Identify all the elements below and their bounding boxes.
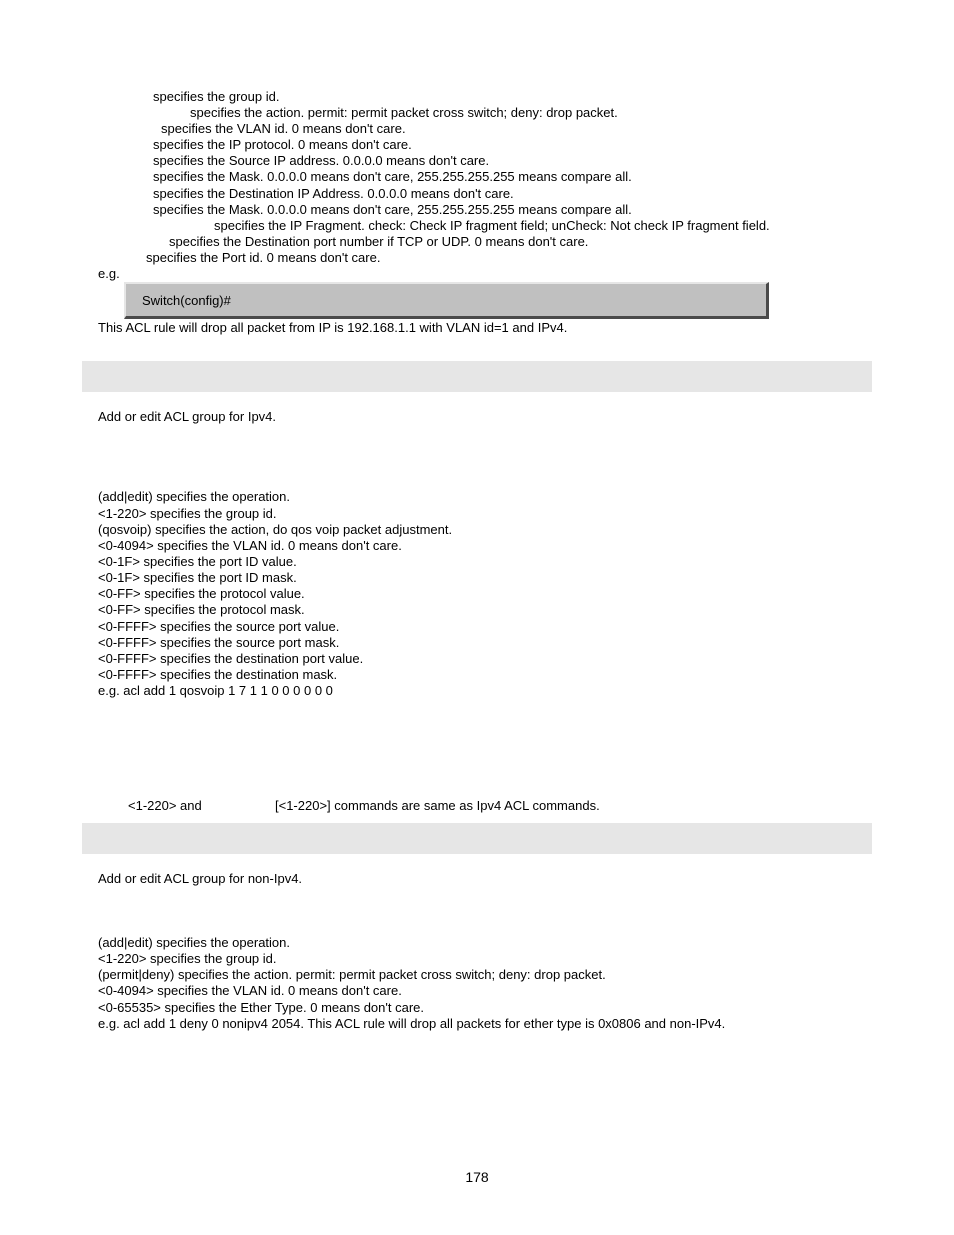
qos-param-src-mask: <0-FFFF> specifies the source port mask.: [98, 635, 340, 650]
qos-section-description: Add or edit ACL group for Ipv4.: [98, 409, 277, 424]
qos-param-src-port: <0-FFFF> specifies the source port value.: [98, 619, 340, 634]
section-header-band: [82, 361, 872, 392]
qos-param-operation: (add|edit) specifies the operation.: [98, 489, 290, 504]
command-prompt: Switch(config)#: [142, 293, 231, 308]
ipv4-rule-explanation: This ACL rule will drop all packet from IP is 192.168.1.1 with VLAN id=1 and IPv4.: [98, 320, 568, 335]
nonipv4-param-group-id: <1-220> specifies the group id.: [98, 951, 277, 966]
qos-note-part1: <1-220> and: [128, 798, 202, 813]
ipv4-param-protocol: specifies the IP protocol. 0 means don't care.: [153, 137, 412, 152]
nonipv4-param-action: (permit|deny) specifies the action. permit: permit packet cross switch; deny: drop packet.: [98, 967, 606, 982]
qos-param-port-mask: <0-1F> specifies the port ID mask.: [98, 570, 297, 585]
qos-param-protocol-mask: <0-FF> specifies the protocol mask.: [98, 602, 305, 617]
qos-note-part2: [<1-220>] commands are same as Ipv4 ACL commands.: [275, 798, 600, 813]
ipv4-param-dest-ip: specifies the Destination IP Address. 0.0.0.0 means don't care.: [153, 186, 514, 201]
ipv4-param-dest-mask: specifies the Mask. 0.0.0.0 means don't care, 255.255.255.255 means compare all.: [153, 202, 632, 217]
ipv4-param-action: specifies the action. permit: permit packet cross switch; deny: drop packet.: [190, 105, 618, 120]
ipv4-param-port-id: specifies the Port id. 0 means don't care.: [146, 250, 381, 265]
nonipv4-example: e.g. acl add 1 deny 0 nonipv4 2054. This ACL rule will drop all packets for ether type is 0x0806 and non-IPv4.: [98, 1016, 726, 1031]
section-header-band: [82, 823, 872, 854]
ipv4-param-vlan: specifies the VLAN id. 0 means don't care.: [161, 121, 406, 136]
page-number: 178: [465, 1169, 489, 1185]
ipv4-param-group-id: specifies the group id.: [153, 89, 280, 104]
qos-param-protocol: <0-FF> specifies the protocol value.: [98, 586, 305, 601]
nonipv4-param-vlan: <0-4094> specifies the VLAN id. 0 means don't care.: [98, 983, 402, 998]
nonipv4-param-ether-type: <0-65535> specifies the Ether Type. 0 means don't care.: [98, 1000, 425, 1015]
qos-param-dst-port: <0-FFFF> specifies the destination port value.: [98, 651, 364, 666]
command-example-box: [124, 282, 769, 319]
nonipv4-param-operation: (add|edit) specifies the operation.: [98, 935, 290, 950]
ipv4-param-source-ip: specifies the Source IP address. 0.0.0.0 means don't care.: [153, 153, 490, 168]
ipv4-param-dest-port: specifies the Destination port number if TCP or UDP. 0 means don't care.: [169, 234, 589, 249]
qos-param-group-id: <1-220> specifies the group id.: [98, 506, 277, 521]
qos-param-dst-mask: <0-FFFF> specifies the destination mask.: [98, 667, 338, 682]
ipv4-param-fragment: specifies the IP Fragment. check: Check IP fragment field; unCheck: Not check IP fragment field.: [214, 218, 770, 233]
eg-label: e.g.: [98, 266, 120, 281]
qos-param-action: (qosvoip) specifies the action, do qos voip packet adjustment.: [98, 522, 453, 537]
qos-param-port-id: <0-1F> specifies the port ID value.: [98, 554, 297, 569]
qos-param-vlan: <0-4094> specifies the VLAN id. 0 means don't care.: [98, 538, 402, 553]
qos-example: e.g. acl add 1 qosvoip 1 7 1 1 0 0 0 0 0 0: [98, 683, 333, 698]
ipv4-param-source-mask: specifies the Mask. 0.0.0.0 means don't care, 255.255.255.255 means compare all.: [153, 169, 632, 184]
nonipv4-section-description: Add or edit ACL group for non-Ipv4.: [98, 871, 303, 886]
